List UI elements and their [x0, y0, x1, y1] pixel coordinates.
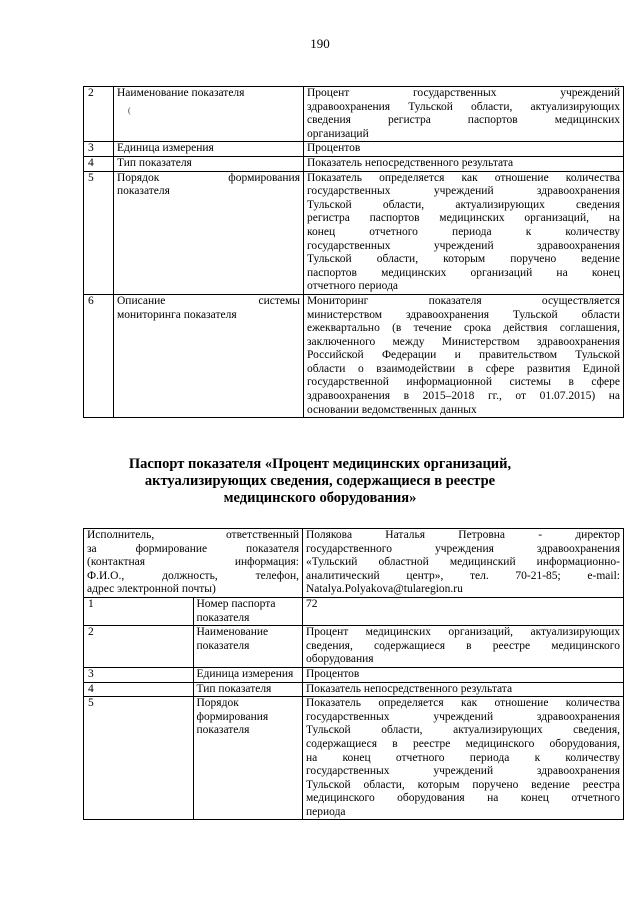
row-value: Процентов — [303, 667, 624, 682]
page-number: 190 — [310, 36, 330, 51]
row-value: Процент государственных учреждений здравоохранения Тульской области, актуализирующих сведения регистра паспортов медицинских организаций — [304, 87, 624, 142]
table-row — [84, 294, 624, 417]
row-label: Наименование показателя — [114, 87, 304, 142]
table-row — [84, 87, 624, 142]
table-row — [84, 697, 624, 820]
table-row — [84, 142, 624, 157]
row-label: Описание системы мониторинга показателя — [114, 294, 304, 417]
row-number: 4 — [84, 682, 194, 697]
row-value: 72 — [303, 597, 624, 625]
row-label: Номер паспорта показателя — [193, 597, 303, 625]
row-value: Показатель непосредственного результата — [304, 156, 624, 171]
executor-value: Полякова Наталья Петровна - директор государственного учреждения здравоохранения «Тульский областной медицинский информационно- аналитический центр», тел. 70-21-85; e-mail: Natalya.Polyakova@tularegion.ru — [303, 529, 624, 598]
row-number: 5 — [84, 697, 194, 820]
row-number: 3 — [84, 667, 194, 682]
table-row — [84, 597, 624, 625]
row-label: Тип показателя — [193, 682, 303, 697]
table-row — [84, 529, 624, 598]
table-row — [84, 682, 624, 697]
row-label: Порядок формирования показателя — [193, 697, 303, 820]
row-number: 2 — [84, 626, 194, 668]
passport-section-title: Паспорт показателя «Процент медицинских организаций, актуализирующих сведения, содержащиеся в реестре медицинского оборудования» — [128, 456, 512, 506]
table-row — [84, 667, 624, 682]
row-label: Порядок формирования показателя — [114, 171, 304, 294]
table-row — [84, 171, 624, 294]
row-number: 5 — [84, 171, 114, 294]
table-row — [84, 626, 624, 668]
row-value: Показатель определяется как отношение количества государственных учреждений здравоохранения Тульской области, актуализирующих сведения, содержащиеся в реестре медицинского оборудования, на конец отчетного периода к количеству государственных учреждений здравоохранения Тульской области, которым поручено ведение реестра медицинского оборудования на конец отчетного периода — [303, 697, 624, 820]
pen-mark: ( — [128, 106, 131, 115]
indicator-passport-table-continued — [83, 86, 624, 418]
executor-email: Natalya.Polyakova@tularegion.ru — [306, 583, 463, 596]
row-number: 3 — [84, 142, 114, 157]
row-value: Показатель определяется как отношение количества государственных учреждений здравоохранения Тульской области, актуализирующих сведения регистра паспортов медицинских организаций, на конец отчетного периода к количеству государственных учреждений здравоохранения Тульской области, которым поручено ведение паспортов медицинских организаций на конец отчетного периода — [304, 171, 624, 294]
row-number: 4 — [84, 156, 114, 171]
executor-label: Исполнитель, ответственный за формирование показателя (контактная информация: Ф.И.О., должность, телефон, адрес электронной почты) — [84, 529, 303, 598]
row-number: 6 — [84, 294, 114, 417]
row-number: 1 — [84, 597, 194, 625]
row-value: Процентов — [304, 142, 624, 157]
row-value: Процент медицинских организаций, актуализирующих сведения, содержащиеся в реестре медицинского оборудования — [303, 626, 624, 668]
table-row — [84, 156, 624, 171]
row-label: Наименование показателя — [193, 626, 303, 668]
row-label: Единица измерения — [114, 142, 304, 157]
row-value: Показатель непосредственного результата — [303, 682, 624, 697]
row-value: Мониторинг показателя осуществляется министерством здравоохранения Тульской области ежеквартально (в течение срока действия соглашения, заключенного между Министерством здравоохранения Российской Федерации и правительством Тульской области о взаимодействии в сфере развития Единой государственной информационной системы в сфере здравоохранения в 2015–2018 гг., от 01.07.2015) на основании ведомственных данных — [304, 294, 624, 417]
row-label: Единица измерения — [193, 667, 303, 682]
indicator-passport-table — [83, 528, 624, 820]
row-number: 2 — [84, 87, 114, 142]
row-label: Тип показателя — [114, 156, 304, 171]
